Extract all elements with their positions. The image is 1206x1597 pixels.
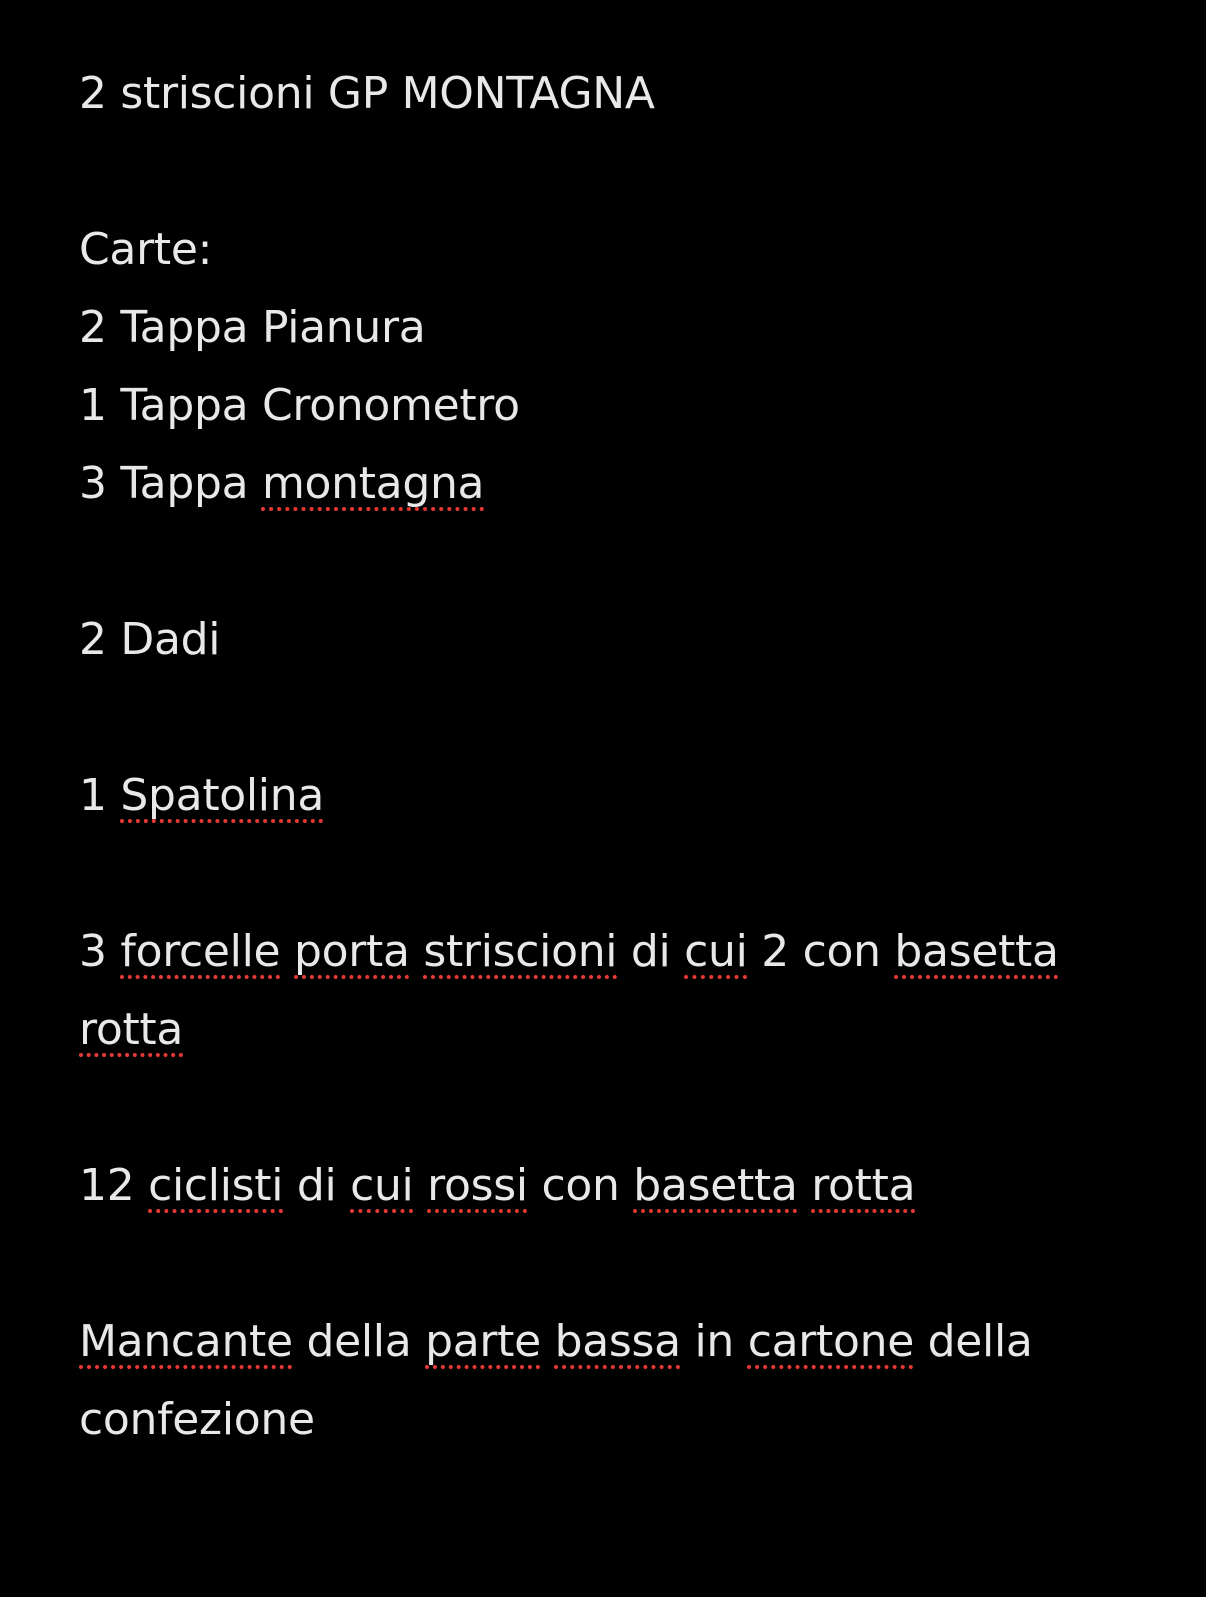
- misspelled-word[interactable]: rossi: [427, 1160, 528, 1211]
- misspelled-word[interactable]: Mancante: [79, 1316, 293, 1367]
- text-segment: [541, 1316, 555, 1367]
- misspelled-word[interactable]: rotta: [79, 1004, 184, 1055]
- text-segment: confezione: [79, 1394, 315, 1445]
- misspelled-word[interactable]: forcelle: [120, 926, 281, 977]
- text-segment: 2 con: [747, 926, 895, 977]
- text-segment: 2 Dadi: [79, 614, 221, 665]
- blank-line: [79, 1225, 1139, 1303]
- misspelled-word[interactable]: porta: [294, 926, 410, 977]
- text-segment: [280, 926, 294, 977]
- text-segment: [798, 1160, 812, 1211]
- note-line: [79, 55, 1139, 133]
- misspelled-word[interactable]: parte: [425, 1316, 541, 1367]
- text-segment: Carte:: [79, 224, 213, 275]
- text-segment: [410, 926, 424, 977]
- note-line: [79, 757, 1139, 835]
- note-line: [79, 1303, 1139, 1381]
- text-segment: 12: [79, 1160, 149, 1211]
- text-segment: con: [527, 1160, 634, 1211]
- note-line: [79, 1147, 1139, 1225]
- text-segment: 3 Tappa: [79, 458, 262, 509]
- blank-line: [79, 835, 1139, 913]
- text-segment: 3: [79, 926, 121, 977]
- note-line: [79, 445, 1139, 523]
- text-segment: 2 striscioni GP MONTAGNA: [79, 68, 655, 119]
- note-line: [79, 367, 1139, 445]
- note-line: [79, 289, 1139, 367]
- misspelled-word[interactable]: Spatolina: [120, 770, 324, 821]
- blank-line: [79, 133, 1139, 211]
- misspelled-word[interactable]: cartone: [747, 1316, 914, 1367]
- note-line: [79, 1381, 1139, 1459]
- text-segment: di: [617, 926, 685, 977]
- misspelled-word[interactable]: rotta: [811, 1160, 916, 1211]
- text-segment: della: [913, 1316, 1033, 1367]
- text-segment: [413, 1160, 427, 1211]
- text-segment: 2 Tappa Pianura: [79, 302, 426, 353]
- note-line: [79, 211, 1139, 289]
- note-line: [79, 913, 1139, 991]
- text-segment: in: [680, 1316, 748, 1367]
- misspelled-word[interactable]: basetta: [894, 926, 1059, 977]
- note-line: [79, 601, 1139, 679]
- blank-line: [79, 1069, 1139, 1147]
- misspelled-word[interactable]: cui: [350, 1160, 414, 1211]
- misspelled-word[interactable]: cui: [684, 926, 748, 977]
- note-line: [79, 991, 1139, 1069]
- text-segment: 1 Tappa Cronometro: [79, 380, 520, 431]
- misspelled-word[interactable]: bassa: [554, 1316, 681, 1367]
- text-segment: di: [283, 1160, 351, 1211]
- misspelled-word[interactable]: striscioni: [423, 926, 618, 977]
- note-body[interactable]: [79, 55, 1139, 1459]
- blank-line: [79, 679, 1139, 757]
- misspelled-word[interactable]: ciclisti: [148, 1160, 284, 1211]
- misspelled-word[interactable]: montagna: [261, 458, 485, 509]
- text-segment: 1: [79, 770, 121, 821]
- blank-line: [79, 523, 1139, 601]
- misspelled-word[interactable]: basetta: [633, 1160, 798, 1211]
- text-segment: della: [292, 1316, 426, 1367]
